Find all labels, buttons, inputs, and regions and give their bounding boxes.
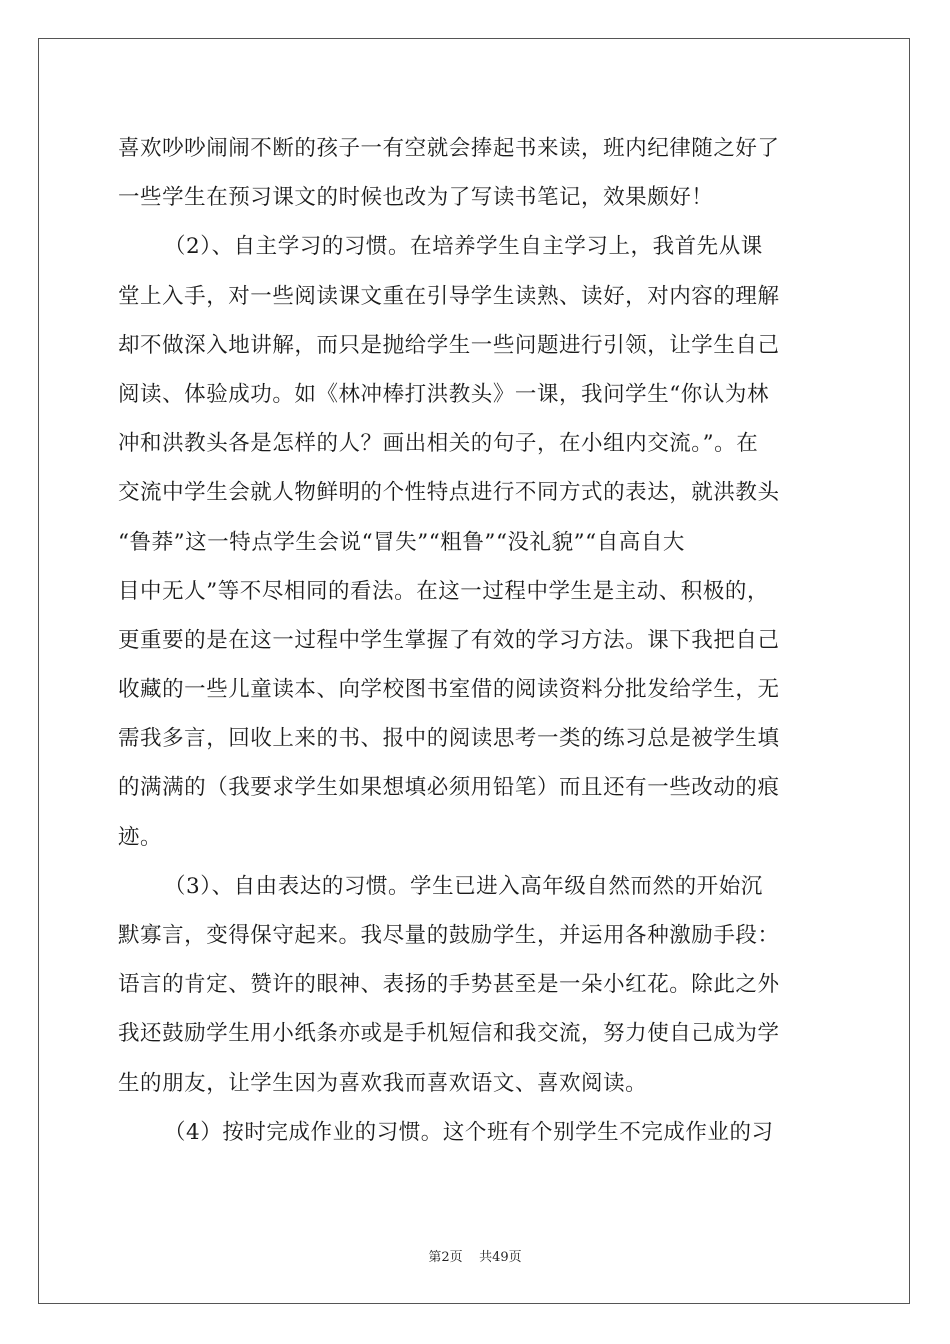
page-number: 第2页 xyxy=(428,1250,463,1265)
text-line: 阅读、体验成功。如《林冲棒打洪教头》一课，我问学生“你认为林 xyxy=(118,381,769,407)
text-line: （3）、自由表达的习惯。学生已进入高年级自然而然的开始沉 xyxy=(164,873,763,899)
paragraph xyxy=(118,222,832,861)
text-line: 喜欢吵吵闹闹不断的孩子一有空就会捧起书来读，班内纪律随之好了 xyxy=(118,136,780,161)
text-line: 生的朋友，让学生因为喜欢我而喜欢语文、喜欢阅读。 xyxy=(118,1070,648,1096)
text-line: 默寡言，变得保守起来。我尽量的鼓励学生，并运用各种激励手段： xyxy=(118,923,780,948)
text-line: 却不做深入地讲解，而只是抛给学生一些问题进行引领，让学生自己 xyxy=(118,332,780,358)
text-line: “鲁莽”这一特点学生会说“冒失”“粗鲁”“没礼貌”“自高自大 xyxy=(118,529,685,555)
text-line: 目中无人”等不尽相同的看法。在这一过程中学生是主动、积极的， xyxy=(118,578,769,604)
text-line: 迹。 xyxy=(118,824,163,850)
text-line: 一些学生在预习课文的时候也改为了写读书笔记，效果颇好！ xyxy=(118,185,714,211)
text-line: 的满满的（我要求学生如果想填必须用铅笔）而且还有一些改动的痕 xyxy=(118,775,780,801)
text-line: 语言的肯定、赞许的眼神、表扬的手势甚至是一朵小红花。除此之外 xyxy=(118,972,780,998)
text-line: 冲和洪教头各是怎样的人？画出相关的句子，在小组内交流。”。在 xyxy=(118,431,759,457)
text-line: 收藏的一些儿童读本、向学校图书室借的阅读资料分批发给学生，无 xyxy=(118,677,780,703)
text-line: 我还鼓励学生用小纸条亦或是手机短信和我交流，努力使自己成为学 xyxy=(118,1021,780,1047)
page-total: 共49页 xyxy=(479,1250,522,1265)
text-line: 堂上入手，对一些阅读课文重在引导学生读熟、读好，对内容的理解 xyxy=(118,283,780,309)
page-footer xyxy=(0,1250,950,1266)
paragraph xyxy=(118,124,832,222)
paragraph xyxy=(118,1108,832,1157)
text-line: 需我多言，回收上来的书、报中的阅读思考一类的练习总是被学生填 xyxy=(118,726,780,752)
text-line: 更重要的是在这一过程中学生掌握了有效的学习方法。课下我把自己 xyxy=(118,627,780,653)
paragraph xyxy=(118,862,832,1108)
text-line: （2）、自主学习的习惯。在培养学生自主学习上，我首先从课 xyxy=(164,234,763,260)
text-line: （4）按时完成作业的习惯。这个班有个别学生不完成作业的习 xyxy=(164,1119,774,1145)
text-line: 交流中学生会就人物鲜明的个性特点进行不同方式的表达，就洪教头 xyxy=(118,480,780,506)
document-body xyxy=(118,124,832,1157)
